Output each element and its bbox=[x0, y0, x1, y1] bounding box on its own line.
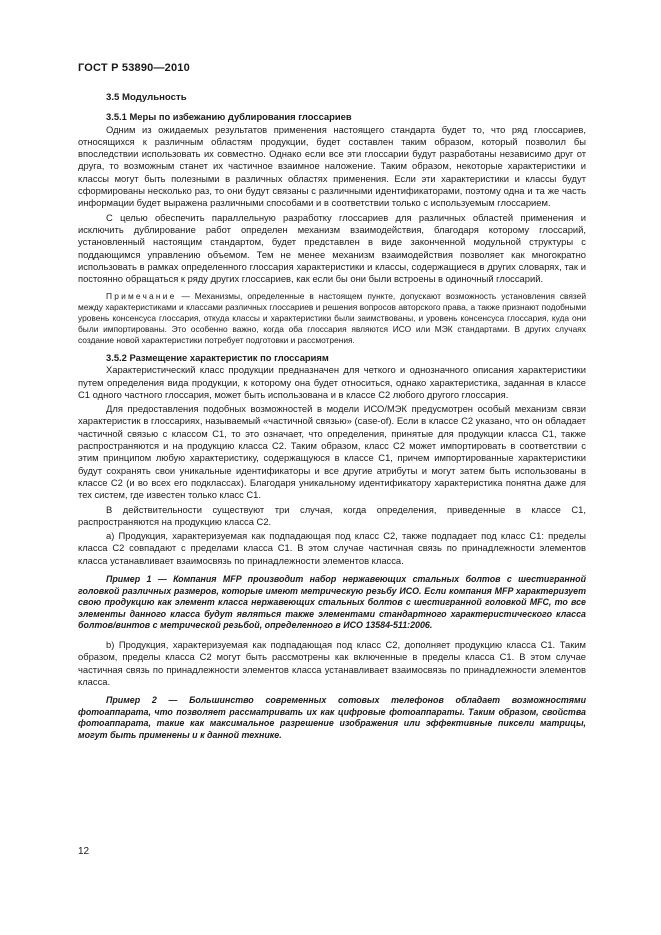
list-item-a: а) Продукция, характеризуемая как подпадающая под класс С2, также подпадает под класс С1: пределы класса С2 совпадают с пределами класса С1. В этом случае частичная связь по принадлежности элементов класса устанавливает взаимосвязь по принадлежности элементов класса. bbox=[78, 530, 586, 566]
list-item-b: b) Продукция, характеризуемая как подпадающая под класс С2, дополняет продукцию класса С1. Таким образом, пределы класса С2 могут быть рассмотрены как включенные в пределы класса С1. В этом случае частичная связь по принадлежности элементов класса устанавливает взаимосвязь по принадлежности элементов класса. bbox=[78, 639, 586, 687]
note bbox=[78, 291, 586, 346]
paragraph: Одним из ожидаемых результатов применения настоящего стандарта будет то, что ряд глоссариев, относящихся к различным областям продукции, будет составлен таким образом, который позволил бы впоследствии использовать их совместно. Однако если все эти глоссарии будут разработаны независимо друг от друга, то возможным станет их частичное взаимное наложение. Таким образом, некоторые характеристики и классы могут быть полезными в различных областях применения. Если эти характеристики и классы будут сформированы несколько раз, то они будут связаны с различными идентификаторами, поэтому одна и та же часть информации будет выражена различными способами и в соответствии только с используемым глоссарием. bbox=[78, 123, 586, 209]
subsection-title-1: 3.5.1 Меры по избежанию дублирования глоссариев bbox=[106, 111, 352, 123]
document-header: ГОСТ Р 53890—2010 bbox=[78, 62, 190, 74]
paragraph: Для предоставления подобных возможностей в модели ИСО/МЭК предусмотрен особый механизм связи характеристик в глоссариях, называемый «частичной связью» (case-of). Если в классе С2 указано, что он обладает частичной связью с классом С1, то это означает, что определения, принятые для продукции класса С1, также распространяются и на продукцию класса С2. Таким образом, класс С2 может импортировать в соответствии с этим принципом любую характеристику, содержащуюся в классе С1, причем импортированные характеристики будут сохранять свои уникальные идентификаторы и все другие атрибуты и могут затем быть использованы в классе С2 (и во всех его подклассах). Благодаря уникальному идентификатору характеристика понятна даже для тех систем, где известен только класс С1. bbox=[78, 403, 586, 501]
paragraph: В действительности существуют три случая, когда определения, приведенные в классе С1, распространяются на продукцию класса С2. bbox=[78, 503, 586, 527]
section-title: 3.5 Модульность bbox=[106, 92, 187, 103]
example-1: Пример 1 — Компания MFP производит набор нержавеющих стальных болтов с шестигранной головкой различных размеров, которые имеют метрическую резьбу ИСО. Если компания MFP характеризует свою продукцию как элемент класса нержавеющих стальных болтов с шестигранной головкой MFC, то все элементы данного класса будут являться также элементами стандартного характеристического класса болтов/винтов с метрической резьбой, определенного в ИСО 13584-511:2006. bbox=[78, 574, 586, 631]
paragraph: Характеристический класс продукции предназначен для четкого и однозначного описания характеристики путем определения вида продукции, к которому она будет относиться, однако характеристика, заданная в классе С1 одного частного глоссария, может быть использована и в классе С2 любого другого глоссария. bbox=[78, 364, 586, 400]
example-2: Пример 2 — Большинство современных сотовых телефонов обладает возможностями фотоаппарата, что позволяет рассматривать их как цифровые фотоаппараты. Таким образом, свойства фотоаппарата, такие как максимальное разрешение изображения или эффективные пиксели матрицы, могут быть применены и к данной технике. bbox=[78, 695, 586, 740]
paragraph: С целью обеспечить параллельную разработку глоссариев для различных областей применения и исключить дублирование работ определен механизм взаимодействия, благодаря которому глоссарий, установленный настоящим стандартом, будет представлен в виде законченной модульной структуры с поддающимся управлению объемом. Тем не менее механизм взаимодействия позволяет как многократно использовать в рамках определенного глоссария характеристики и классы, содержащиеся в других словарях, так и постоянно обращаться к ряду других глоссариев, как если бы они были встроены в одиночный глоссарий. bbox=[78, 211, 586, 285]
document-body bbox=[78, 92, 586, 749]
page-number: 12 bbox=[78, 846, 90, 857]
note-text: — Механизмы, определенные в настоящем пункте, допускают возможность установления связей между характеристиками и классами различных глоссариев и решения вопросов авторского права, а также признают подобными уровень консенсуса глоссария, откуда классы и характеристики были заимствованы, и уровень консенсуса глоссария, куда они были импортированы. Это особенно важно, когда оба глоссария являются ИСО или МЭК стандартами. В других случаях создание новой характеристики потребует подготовки и рассмотрения. bbox=[78, 291, 586, 346]
note-label: Примечание bbox=[106, 291, 177, 302]
subsection-title-2: 3.5.2 Размещение характеристик по глоссариям bbox=[106, 351, 329, 363]
